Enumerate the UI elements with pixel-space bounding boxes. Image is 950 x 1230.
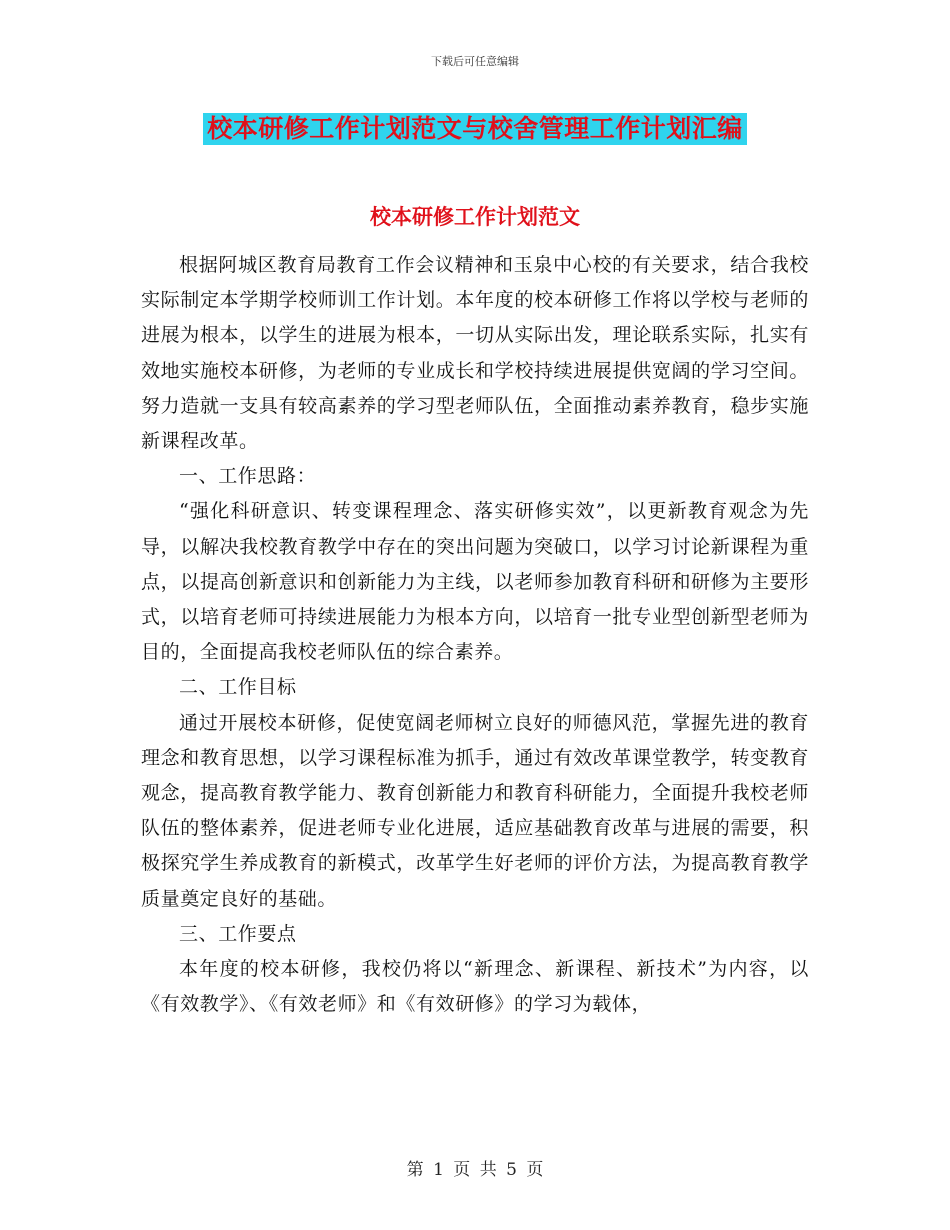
paragraph-work-approach: “强化科研意识、转变课程理念、落实研修实效”，以更新教育观念为先导，以解决我校教育教学中存在的突出问题为突破口，以学习讨论新课程为重点，以提高创新意识和创新能力为主线，以老师参加教育科研和研修为主要形式，以培育老师可持续进展能力为根本方向，以培育一批专业型创新型老师为目的，全面提高我校老师队伍的综合素养。 <box>141 500 809 664</box>
paragraph-work-points: 本年度的校本研修，我校仍将以“新理念、新课程、新技术”为内容，以《有效教学》、《有效老师》和《有效研修》的学习为载体， <box>141 958 809 1016</box>
page-footer: 第 1 页 共 5 页 <box>406 1160 544 1180</box>
header-note: 下载后可任意编辑 <box>431 55 519 68</box>
document-body <box>141 248 809 1022</box>
paragraph-intro: 根据阿城区教育局教育工作会议精神和玉泉中心校的有关要求，结合我校实际制定本学期学校师训工作计划。本年度的校本研修工作将以学校与老师的进展为根本，以学生的进展为根本，一切从实际出发，理论联系实际，扎实有效地实施校本研修，为老师的专业成长和学校持续进展提供宽阔的学习空间。努力造就一支具有较高素养的学习型老师队伍，全面推动素养教育，稳步实施新课程改革。 <box>141 254 809 453</box>
heading-work-points: 三、工作要点 <box>179 922 297 945</box>
paragraph-work-goals: 通过开展校本研修，促使宽阔老师树立良好的师德风范，掌握先进的教育理念和教育思想，以学习课程标准为抓手，通过有效改革课堂教学，转变教育观念，提高教育教学能力、教育创新能力和教育科研能力，全面提升我校老师队伍的整体素养，促进老师专业化进展，适应基础教育改革与进展的需要，积极探究学生养成教育的新模式，改革学生好老师的评价方法，为提高教育教学质量奠定良好的基础。 <box>141 711 809 910</box>
heading-work-goals: 二、工作目标 <box>179 676 297 699</box>
document-title-container <box>0 113 950 145</box>
document-title: 校本研修工作计划范文与校舍管理工作计划汇编 <box>203 113 747 145</box>
heading-work-approach: 一、工作思路： <box>179 465 317 488</box>
section-title: 校本研修工作计划范文 <box>370 205 580 229</box>
